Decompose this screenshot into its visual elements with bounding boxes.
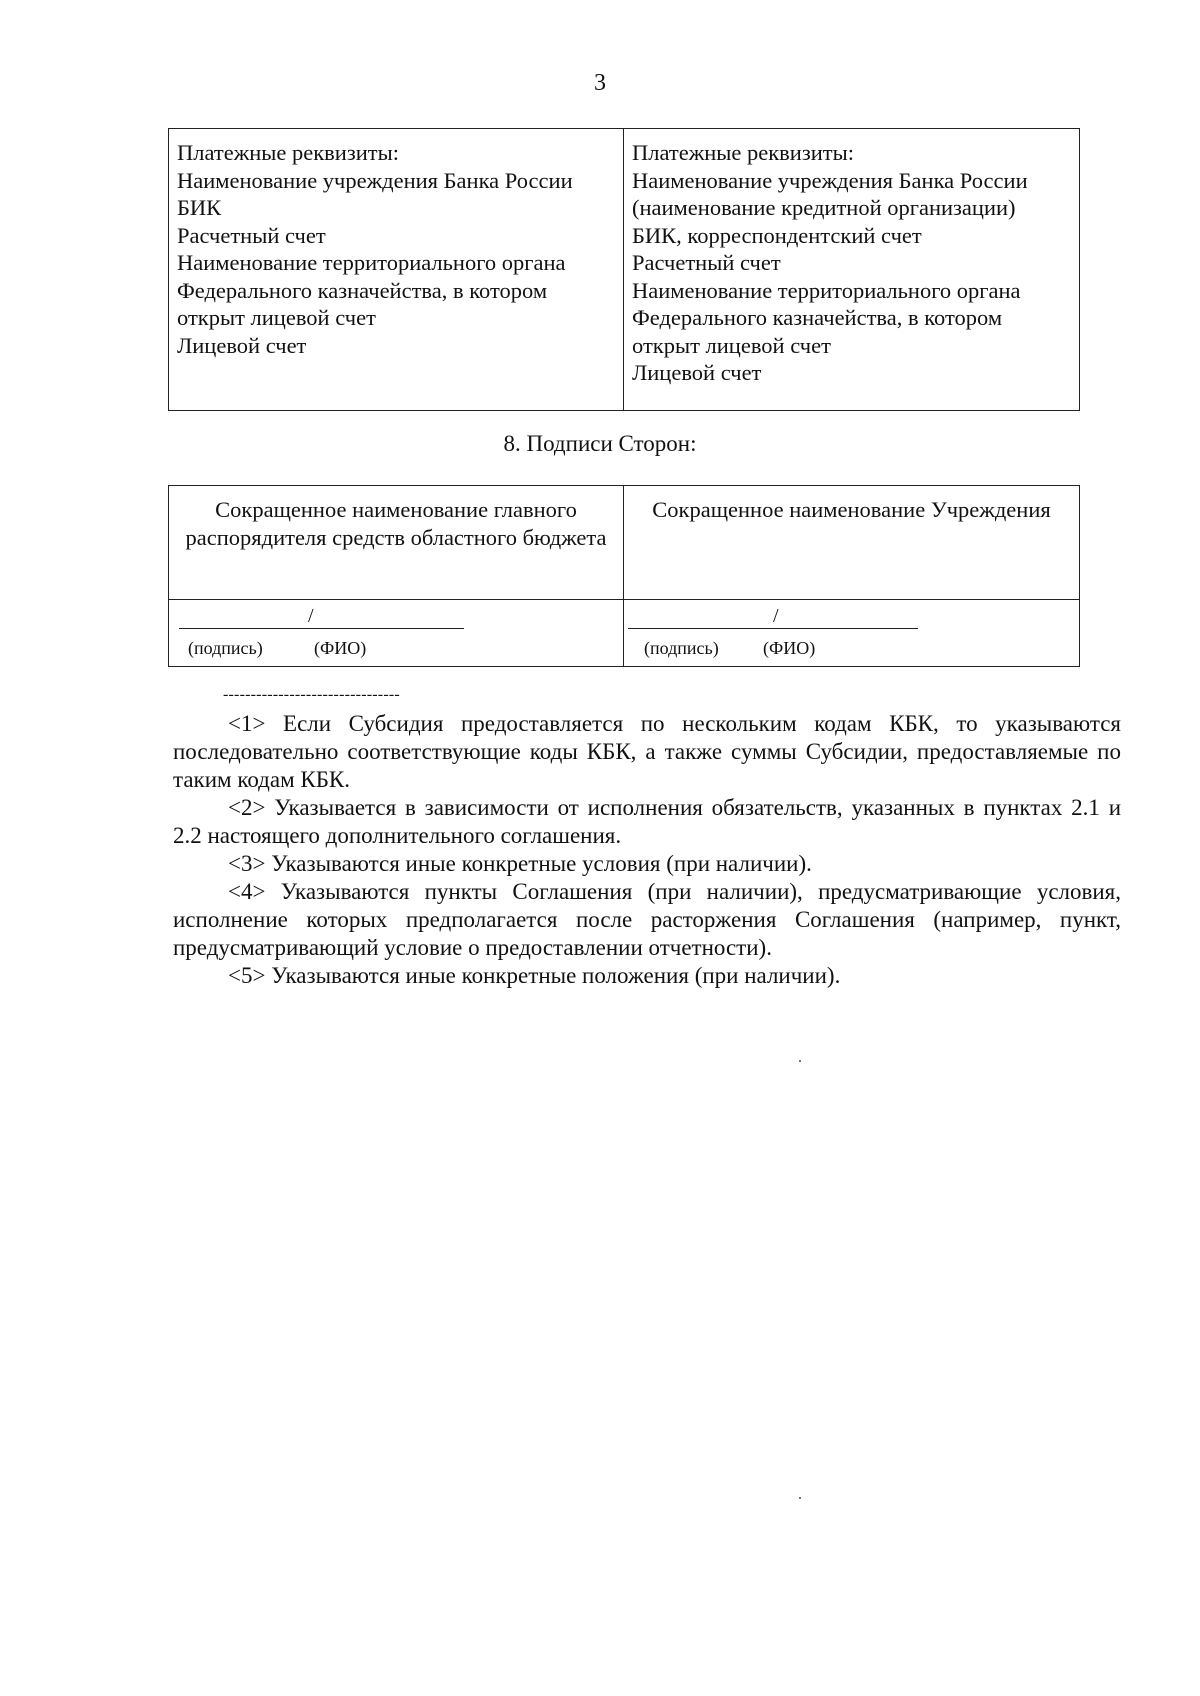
- footnotes: [173, 710, 1121, 990]
- footnote-5: <5> Указываются иные конкретные положения (при наличии).: [228, 963, 841, 988]
- requisites-right-line: Расчетный счет: [632, 250, 781, 275]
- party-left-name: Сокращенное наименование главного распорядителя средств областного бюджета: [169, 486, 624, 600]
- fio-right-label: (ФИО): [763, 638, 816, 658]
- footnote-3: <3> Указываются иные конкретные условия (при наличии).: [228, 851, 812, 876]
- requisites-right-line: Платежные реквизиты:: [632, 140, 854, 165]
- fio-left-label: (ФИО): [314, 638, 367, 658]
- requisites-right-line: Лицевой счет: [632, 360, 762, 385]
- party-right-name: Сокращенное наименование Учреждения: [624, 486, 1080, 600]
- requisites-right-line: БИК, корреспондентский счет: [632, 222, 922, 248]
- footnote-4: <4> Указываются пункты Соглашения (при наличии), предусматривающие условия, исполнение которых предполагается после расторжения Соглашения (например, пункт, предусматривающий условие о предоставлении отчетности).: [173, 879, 1121, 960]
- requisites-right-line: Наименование учреждения Банка России: [632, 167, 1028, 193]
- footnote-1: <1> Если Субсидия предоставляется по нескольким кодам КБК, то указываются последовательно соответствующие коды КБК, а также суммы Субсидии, предоставляемые по таким кодам КБК.: [173, 711, 1121, 792]
- signatures-table: [168, 485, 1080, 667]
- requisites-left-line: Лицевой счет: [177, 332, 307, 358]
- requisites-left-line: Расчетный счет: [177, 222, 326, 248]
- requisites-left-line: открыт лицевой счет: [177, 305, 376, 330]
- payment-requisites-table: [168, 128, 1080, 411]
- footnote-separator: --------------------------------: [223, 686, 400, 703]
- requisites-row: [169, 129, 1080, 411]
- requisites-right-line: открыт лицевой счет: [632, 332, 831, 358]
- signature-row: [169, 600, 1080, 667]
- signature-right-label: (подпись): [644, 638, 719, 658]
- footnote-2: <2> Указывается в зависимости от исполнения обязательств, указанных в пунктах 2.1 и 2.2 настоящего дополнительного соглашения.: [173, 795, 1121, 848]
- requisites-left-line: Наименование территориального органа: [177, 250, 566, 275]
- page-number: 3: [594, 70, 606, 96]
- scan-speck: [799, 1497, 801, 1499]
- signature-left-label: (подпись): [188, 638, 263, 658]
- signature-left-line: [179, 628, 464, 629]
- requisites-right-line: (наименование кредитной организации): [632, 195, 1016, 220]
- requisites-right-line: Наименование территориального органа: [632, 277, 1021, 303]
- section-title: 8. Подписи Сторон:: [503, 431, 697, 456]
- requisites-left-cell: [169, 129, 624, 411]
- requisites-right-line: Федерального казначейства, в котором: [632, 305, 1003, 330]
- signature-left-slash: /: [308, 605, 314, 627]
- requisites-left-line: Федерального казначейства, в котором: [177, 277, 548, 303]
- signature-right-slash: /: [773, 605, 779, 627]
- requisites-right-cell: [624, 129, 1080, 411]
- requisites-left-line: Платежные реквизиты:: [177, 140, 399, 165]
- party-names-row: [169, 486, 1080, 600]
- requisites-left-line: Наименование учреждения Банка России: [177, 167, 573, 193]
- scan-speck: [799, 1060, 801, 1062]
- signature-right-cell: [624, 600, 1080, 667]
- requisites-left-line: БИК: [177, 195, 222, 220]
- signature-left-cell: [169, 600, 624, 667]
